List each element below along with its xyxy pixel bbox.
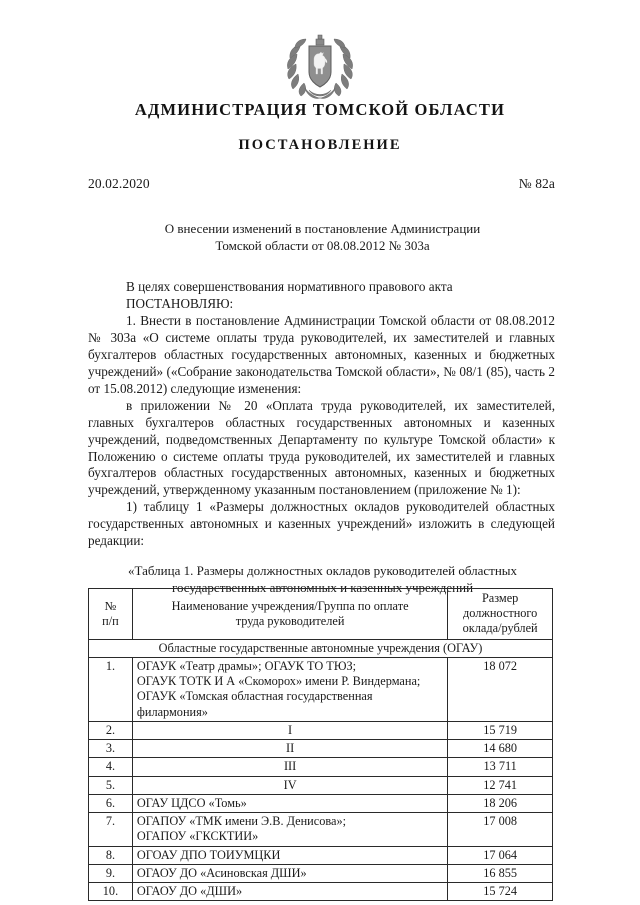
- header-cell-number: [89, 589, 133, 640]
- cell-institution-name: II: [132, 740, 447, 758]
- cell-row-number: 2.: [89, 721, 133, 739]
- salary-table: [88, 588, 553, 901]
- body-item-2: в приложении № 20 «Оплата труда руководителей, их заместителей, главных бухгалтеров областных государственных автономных и казенных учреждений, подведомственных Департаменту по культуре Томской области» к Положению о системе оплаты труда руководителей, их заместителей и главных бухгалтеров областных государственных автономных, казенных и бюджетных учреждений, утвержденному указанным постановлением (приложение № 1):: [88, 397, 555, 498]
- document-body: [88, 279, 555, 550]
- cell-institution-name: ОГАУ ЦДСО «Томь»: [132, 794, 447, 812]
- cell-row-number: 3.: [89, 740, 133, 758]
- cell-salary-amount: 16 855: [448, 864, 553, 882]
- table-row: [89, 657, 553, 721]
- cell-row-number: 6.: [89, 794, 133, 812]
- body-item-1: 1. Внести в постановление Администрации Томской области от 08.08.2012 № 303а «О системе оплаты труда руководителей, их заместителей и главных бухгалтеров областных государственных автономных, казенных и бюджетных учреждений» («Собрание законодательства Томской области», № 08/1 (85), часть 2 от 15.08.2012) следующие изменения:: [88, 312, 555, 396]
- tomsk-oblast-coat-of-arms-icon: [281, 28, 359, 100]
- cell-institution-name: ОГАОУ ДО «ДШИ»: [132, 882, 447, 900]
- header-cell-amount: [448, 589, 553, 640]
- cell-institution-name: IV: [132, 776, 447, 794]
- emblem-container: [0, 28, 640, 100]
- table-section-title: Областные государственные автономные учреждения (ОГАУ): [89, 639, 553, 657]
- table-row: [89, 776, 553, 794]
- cell-salary-amount: 18 206: [448, 794, 553, 812]
- table-row: [89, 740, 553, 758]
- cell-institution-name-line: ОГАУК «Томская областная государственная: [136, 689, 373, 704]
- header-number-line-2: п/п: [102, 613, 119, 628]
- table-row: [89, 813, 553, 846]
- cell-institution-name: ОГОАУ ДПО ТОИУМЦКИ: [132, 846, 447, 864]
- cell-institution-name: [132, 813, 447, 846]
- document-kind-title: ПОСТАНОВЛЕНИЕ: [238, 137, 402, 153]
- subject-line-2: Томской области от 08.08.2012 № 303а: [215, 238, 430, 254]
- table-row: [89, 794, 553, 812]
- cell-row-number: 9.: [89, 864, 133, 882]
- header-number-line-1: №: [104, 598, 117, 613]
- table-row: [89, 721, 553, 739]
- document-date: 20.02.2020: [88, 176, 150, 191]
- cell-salary-amount: 15 724: [448, 882, 553, 900]
- body-decree-word: ПОСТАНОВЛЯЮ:: [126, 295, 234, 311]
- cell-salary-amount: 17 008: [448, 813, 553, 846]
- cell-salary-amount: 14 680: [448, 740, 553, 758]
- cell-row-number: 10.: [89, 882, 133, 900]
- header-cell-name: [132, 589, 447, 640]
- cell-row-number: 8.: [89, 846, 133, 864]
- cell-institution-name: I: [132, 721, 447, 739]
- table-row: [89, 882, 553, 900]
- cell-institution-name: ОГАОУ ДО «Асиновская ДШИ»: [132, 864, 447, 882]
- table-row: [89, 864, 553, 882]
- cell-salary-amount: 15 719: [448, 721, 553, 739]
- table-caption-line-2: государственных автономных и казенных учреждений: [171, 580, 474, 596]
- document-subject: [130, 220, 515, 254]
- header-name-line-1: Наименование учреждения/Группа по оплате: [171, 598, 409, 613]
- header-amount-line-2: оклада/рублей: [462, 621, 538, 636]
- cell-row-number: 4.: [89, 758, 133, 776]
- cell-row-number: 7.: [89, 813, 133, 846]
- cell-institution-name: [132, 657, 447, 721]
- table-row: [89, 846, 553, 864]
- cell-institution-name-line: ОГАПОУ «ГКСКТИИ»: [136, 829, 259, 844]
- cell-salary-amount: 12 741: [448, 776, 553, 794]
- document-meta-row: [88, 176, 555, 192]
- organization-title: АДМИНИСТРАЦИЯ ТОМСКОЙ ОБЛАСТИ: [134, 100, 506, 119]
- body-item-3: 1) таблицу 1 «Размеры должностных окладов руководителей областных государственных автономных и казенных учреждений» изложить в следующей редакции:: [88, 499, 555, 549]
- cell-salary-amount: 18 072: [448, 657, 553, 721]
- header-amount-line-1: Размер должностного: [462, 591, 538, 621]
- document-number: № 82а: [518, 176, 555, 191]
- subject-line-1: О внесении изменений в постановление Администрации: [164, 221, 481, 236]
- table-caption-line-1: «Таблица 1. Размеры должностных окладов руководителей областных: [127, 563, 518, 578]
- salary-table-head: [89, 589, 553, 640]
- cell-institution-name-line: ОГАПОУ «ТМК имени Э.В. Денисова»;: [136, 814, 347, 829]
- table-header-row: [89, 589, 553, 640]
- cell-institution-name-line: филармония»: [136, 704, 208, 719]
- cell-institution-name: III: [132, 758, 447, 776]
- cell-institution-name-line: ОГАУК ТОТК И А «Скоморох» имени Р. Виндермана;: [136, 674, 421, 689]
- cell-row-number: 5.: [89, 776, 133, 794]
- salary-table-body: [89, 639, 553, 901]
- table-section-row: [89, 639, 553, 657]
- cell-row-number: 1.: [89, 657, 133, 721]
- cell-salary-amount: 13 711: [448, 758, 553, 776]
- cell-salary-amount: 17 064: [448, 846, 553, 864]
- body-preamble: В целях совершенствования нормативного правового акта: [126, 279, 453, 294]
- cell-institution-name-line: ОГАУК «Театр драмы»; ОГАУК ТО ТЮЗ;: [136, 658, 357, 673]
- table-row: [89, 758, 553, 776]
- header-name-line-2: труда руководителей: [235, 613, 345, 628]
